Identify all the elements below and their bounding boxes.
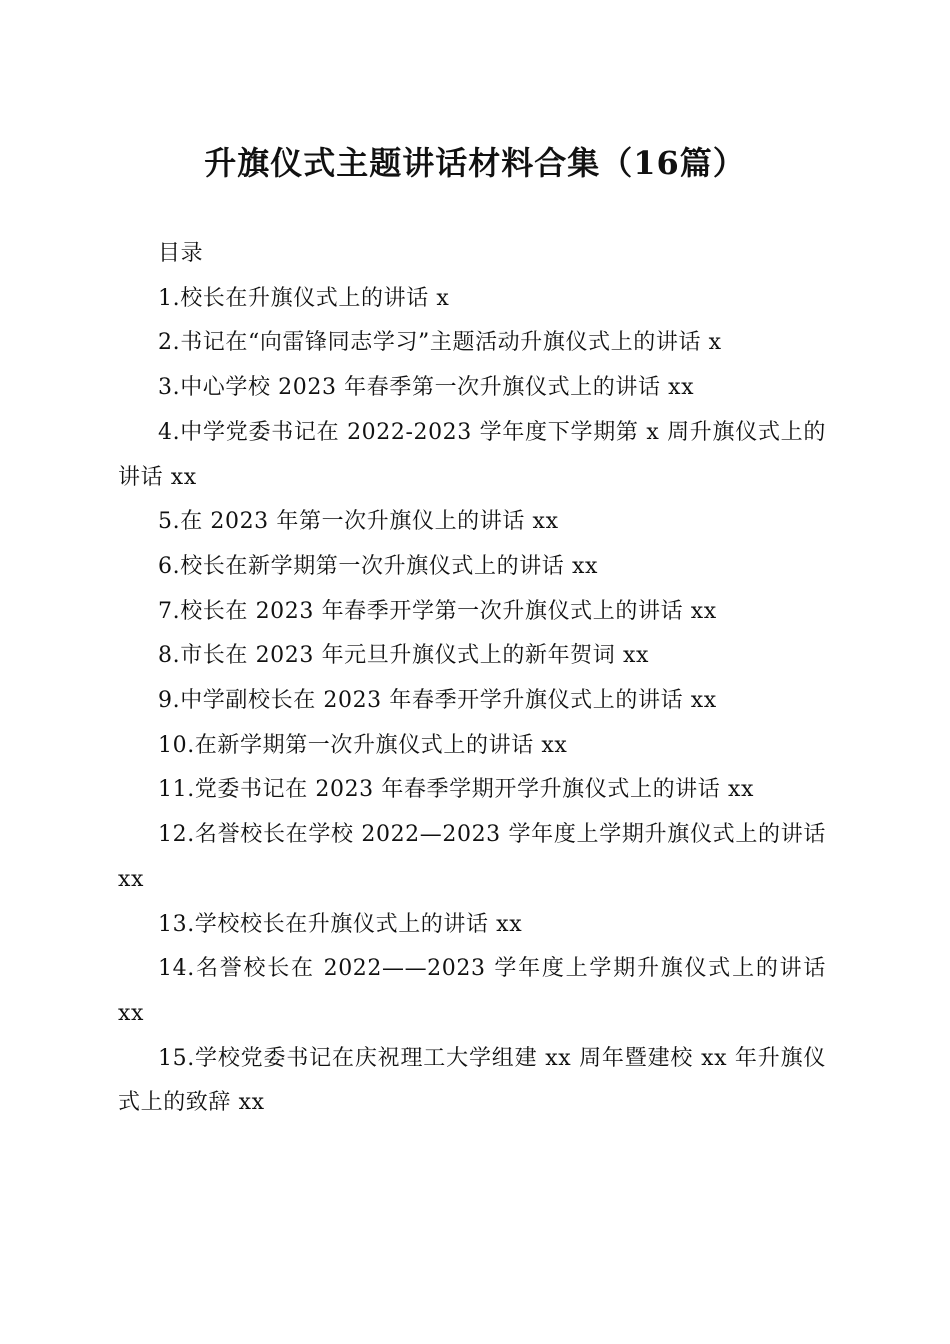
toc-item: 13.学校校长在升旗仪式上的讲话 xx — [158, 911, 523, 937]
toc-item: 14.名誉校长在 2022——2023 学年度上学期升旗仪式上的讲话 xx — [118, 956, 826, 1026]
toc-item: 10.在新学期第一次升旗仪式上的讲话 xx — [158, 732, 568, 758]
toc-item: 8.市长在 2023 年元旦升旗仪式上的新年贺词 xx — [158, 643, 649, 669]
table-of-contents — [118, 232, 826, 1126]
toc-item: 12.名誉校长在学校 2022—2023 学年度上学期升旗仪式上的讲话 xx — [118, 822, 826, 892]
toc-item: 11.党委书记在 2023 年春季学期开学升旗仪式上的讲话 xx — [158, 777, 754, 803]
toc-item: 9.中学副校长在 2023 年春季开学升旗仪式上的讲话 xx — [158, 688, 717, 714]
toc-item: 1.校长在升旗仪式上的讲话 x — [158, 285, 450, 311]
toc-item: 4.中学党委书记在 2022-2023 学年度下学期第 x 周升旗仪式上的讲话 xx — [118, 419, 826, 490]
toc-item: 5.在 2023 年第一次升旗仪上的讲话 xx — [158, 509, 559, 535]
toc-item: 15.学校党委书记在庆祝理工大学组建 xx 周年暨建校 xx 年升旗仪式上的致辞 xx — [118, 1045, 826, 1116]
toc-item: 6.校长在新学期第一次升旗仪式上的讲话 xx — [158, 553, 598, 579]
toc-item: 7.校长在 2023 年春季开学第一次升旗仪式上的讲话 xx — [158, 598, 717, 624]
toc-heading: 目录 — [158, 241, 204, 266]
toc-item: 2.书记在“向雷锋同志学习”主题活动升旗仪式上的讲话 x — [158, 330, 722, 356]
document-title: 升旗仪式主题讲话材料合集（16篇） — [204, 144, 746, 182]
toc-item: 3.中心学校 2023 年春季第一次升旗仪式上的讲话 xx — [158, 375, 695, 401]
